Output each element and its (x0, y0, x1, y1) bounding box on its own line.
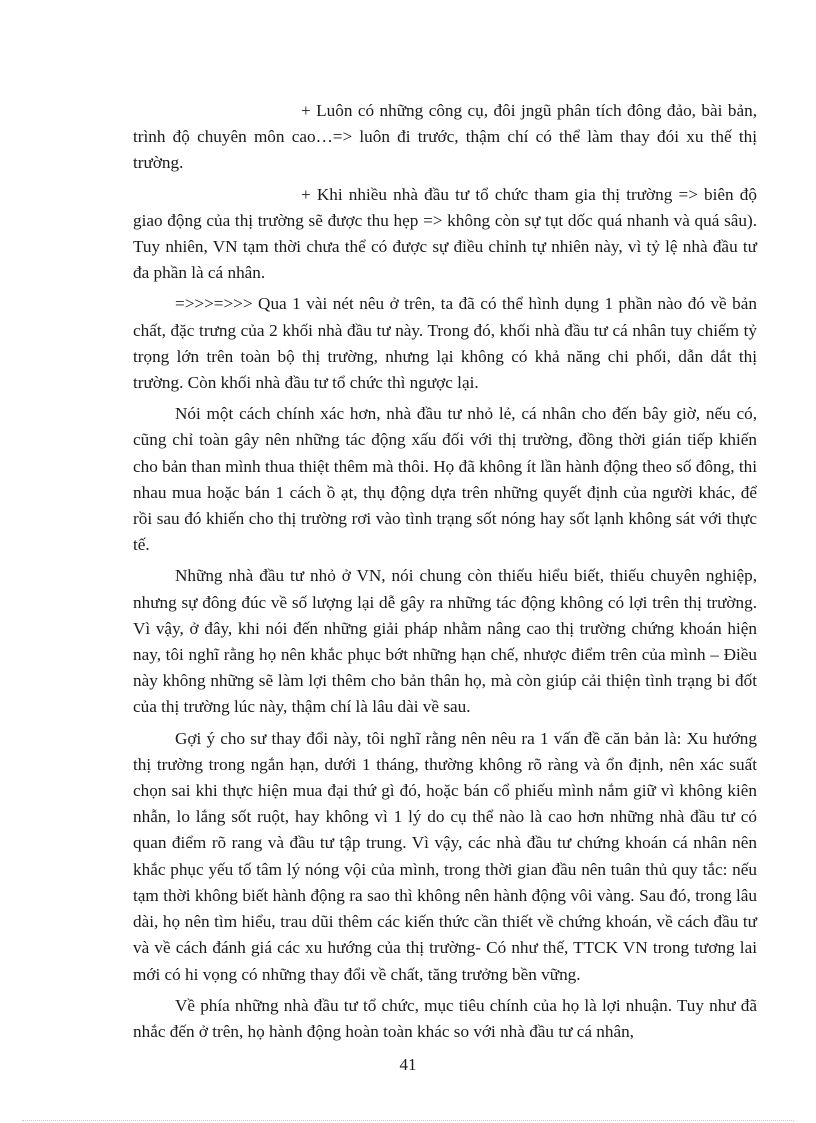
paragraph-summary: =>>>=>>> Qua 1 vài nét nêu ở trên, ta đã có thể hình dụng 1 phần nào đó về bản chất, đặc trưng của 2 khối nhà đầu tư này. Trong đó, khối nhà đầu tư cá nhân tuy chiếm tỷ trọng lớn trên toàn bộ thị trường, nhưng lại không có khả năng chi phối, dẫn dắt thị trường. Còn khối nhà đầu tư tổ chức thì ngược lại. (133, 294, 757, 393)
paragraph-tools-advantage: + Luôn có những công cụ, đôi jngũ phân tích đông đảo, bài bản, trình độ chuyên môn cao…=> luôn đi trước, thậm chí có thể làm thay đói xu thế thị trường. (133, 101, 757, 173)
paragraph-suggestion: Gợi ý cho sư thay đổi này, tôi nghĩ rằng nên nêu ra 1 vấn đề căn bản là: Xu hướng thị trường trong ngắn hạn, dưới 1 tháng, thường không rõ ràng và ổn định, nên xác suất chọn sai khi thực hiện mua đại thứ gì đó, hoặc bán cổ phiếu mình nắm giữ vì không kiên nhẫn, lo lắng sốt ruột, hay không vì 1 lý do cụ thể nào là cao hơn những nhà đầu tư có quan điểm rõ rang và đầu tư tập trung. Vì vậy, các nhà đầu tư chứng khoán cá nhân nên khắc phục yếu tố tâm lý nóng vội của mình, trong thời gian đầu nên tuân thủ quy tắc: nếu tạm thời không biết hành động ra sao thì không nên hành động vôi vàng. Sau đó, trong lâu dài, họ nên tìm hiểu, trau dũi thêm các kiến thức cần thiết về chứng khoán, về cách đầu tư và về cách đánh giá các xu hướng của thị trường- Có như thế, TTCK VN trong tương lai mới có hi vọng có những thay đổi về chất, tăng trưởng bền vững. (133, 728, 757, 984)
paragraph-institutional-investors: Về phía những nhà đầu tư tổ chức, mục tiêu chính của họ là lợi nhuận. Tuy như đã nhắc đến ở trên, họ hành động hoàn toàn khác so với nhà đầu tư cá nhân, (133, 995, 757, 1041)
paragraph-individual-investors: Nói một cách chính xác hơn, nhà đầu tư nhỏ lẻ, cá nhân cho đến bây giờ, nếu có, cũng chỉ toàn gây nên những tác động xấu đối với thị trường, đồng thời gián tiếp khiến cho bản than mình thua thiệt thêm mà thôi. Họ đã không ít lần hành động theo số đông, thi nhau mua hoặc bán 1 cách ồ ạt, thụ động dựa trên những quyết định của người khác, để rồi sau đó khiến cho thị trường rơi vào tình trạng sốt nóng hay sốt lạnh không sát với thực tế. (133, 404, 757, 555)
document-body (133, 98, 757, 1050)
page-number: 41 (399, 1055, 417, 1074)
page-bottom-divider (22, 1120, 794, 1121)
paragraph-small-investors-vn: Những nhà đầu tư nhỏ ở VN, nói chung còn thiếu hiểu biết, thiếu chuyên nghiệp, nhưng sự đông đúc về số lượng lại dễ gây ra những tác động không có lợi trên thị trường. Vì vậy, ở đây, khi nói đến những giải pháp nhằm nâng cao thị trường chứng khoán hiện nay, tôi nghĩ rằng họ nên khắc phục bớt những hạn chế, nhược điểm trên của mình – Điều này không những sẽ làm lợi thêm cho bản thân họ, mà còn giúp cải thiện tình trạng bi đốt của thị trường lúc này, thậm chí là lâu dài về sau. (133, 566, 757, 717)
paragraph-institutional-effect: + Khi nhiều nhà đầu tư tổ chức tham gia thị trường => biên độ giao động của thị trường sẽ được thu hẹp => không còn sự tụt dốc quá nhanh và quá sâu). Tuy nhiên, VN tạm thời chưa thể có được sự điều chỉnh tự nhiên này, vì tỷ lệ nhà đầu tư đa phần là cá nhân. (133, 184, 757, 283)
